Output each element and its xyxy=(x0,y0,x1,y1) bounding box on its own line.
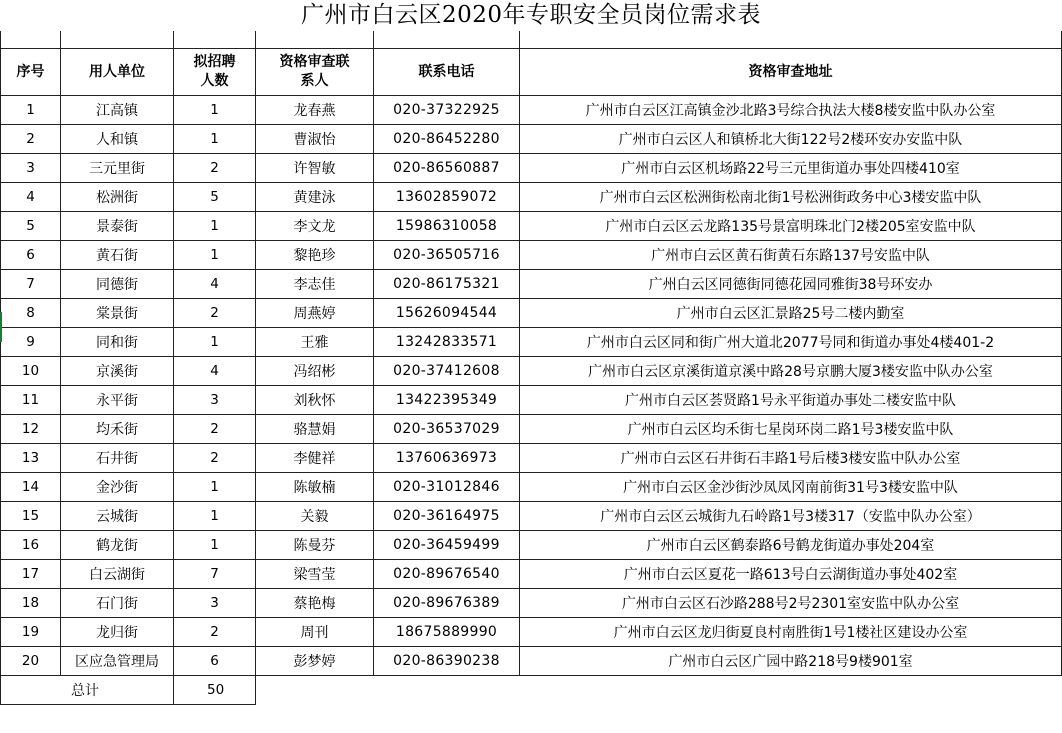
cell-index[interactable]: 12 xyxy=(1,415,61,444)
cell-address[interactable]: 广州市白云区云龙路135号景富明珠北门2楼205室安监中队 xyxy=(520,212,1062,241)
cell-unit[interactable]: 区应急管理局 xyxy=(61,647,174,676)
table-row xyxy=(1,589,1062,618)
cell-count[interactable]: 2 xyxy=(174,444,256,473)
spacer-cell[interactable] xyxy=(174,31,256,49)
table-row xyxy=(1,125,1062,154)
cell-address[interactable]: 广州市白云区石井街石丰路1号后楼3楼安监中队办公室 xyxy=(520,444,1062,473)
recruitment-table xyxy=(0,31,1062,705)
cell-count[interactable]: 2 xyxy=(174,618,256,647)
cell-unit[interactable]: 金沙街 xyxy=(61,473,174,502)
cell-address[interactable]: 广州市白云区黄石街黄石东路137号安监中队 xyxy=(520,241,1062,270)
spacer-cell[interactable] xyxy=(520,31,1062,49)
cell-address[interactable]: 广州市白云区机场路22号三元里街道办事处四楼410室 xyxy=(520,154,1062,183)
table-row xyxy=(1,96,1062,125)
cell-address[interactable]: 广州市白云区夏花一路613号白云湖街道办事处402室 xyxy=(520,560,1062,589)
cell-phone[interactable]: 020-31012846 xyxy=(374,473,520,502)
cell-count[interactable]: 3 xyxy=(174,589,256,618)
cell-phone[interactable]: 020-86560887 xyxy=(374,154,520,183)
cell-contact[interactable]: 彭梦婷 xyxy=(256,647,374,676)
cell-index[interactable]: 2 xyxy=(1,125,61,154)
cell-phone[interactable]: 15986310058 xyxy=(374,212,520,241)
total-value[interactable]: 50 xyxy=(174,676,256,705)
cell-contact[interactable]: 黄建泳 xyxy=(256,183,374,212)
table-row xyxy=(1,183,1062,212)
table-row xyxy=(1,415,1062,444)
table-row xyxy=(1,270,1062,299)
cell-unit[interactable]: 石井街 xyxy=(61,444,174,473)
cell-contact[interactable]: 曹淑怡 xyxy=(256,125,374,154)
cell-count[interactable]: 3 xyxy=(174,386,256,415)
cell-count[interactable]: 4 xyxy=(174,270,256,299)
cell-phone[interactable]: 13422395349 xyxy=(374,386,520,415)
cell-contact[interactable]: 骆慧娟 xyxy=(256,415,374,444)
table-row xyxy=(1,473,1062,502)
cell-contact[interactable]: 许智敏 xyxy=(256,154,374,183)
cell-address[interactable]: 广州市白云区金沙街沙凤凤冈南前街31号3楼安监中队 xyxy=(520,473,1062,502)
cell-address[interactable]: 广州市白云区松洲街松南北街1号松洲街政务中心3楼安监中队 xyxy=(520,183,1062,212)
cell-phone[interactable]: 020-36537029 xyxy=(374,415,520,444)
table-row xyxy=(1,357,1062,386)
table-row xyxy=(1,618,1062,647)
cell-index[interactable]: 10 xyxy=(1,357,61,386)
cell-count[interactable]: 1 xyxy=(174,328,256,357)
cell-contact[interactable]: 龙春燕 xyxy=(256,96,374,125)
row-selection-marker xyxy=(0,312,2,342)
header-unit[interactable]: 用人单位 xyxy=(61,49,174,96)
cell-phone[interactable]: 020-86390238 xyxy=(374,647,520,676)
cell-count[interactable]: 6 xyxy=(174,647,256,676)
header-index[interactable]: 序号 xyxy=(1,49,61,96)
cell-address[interactable]: 广州市白云区同和街广州大道北2077号同和街道办事处4楼401-2 xyxy=(520,328,1062,357)
cell-count[interactable]: 2 xyxy=(174,299,256,328)
cell-contact[interactable]: 刘秋怀 xyxy=(256,386,374,415)
cell-contact[interactable]: 李志佳 xyxy=(256,270,374,299)
cell-phone[interactable]: 020-36459499 xyxy=(374,531,520,560)
cell-index[interactable]: 3 xyxy=(1,154,61,183)
cell-index[interactable]: 8 xyxy=(1,299,61,328)
table-row xyxy=(1,444,1062,473)
cell-unit[interactable]: 同德街 xyxy=(61,270,174,299)
cell-count[interactable]: 1 xyxy=(174,502,256,531)
cell-contact[interactable]: 冯绍彬 xyxy=(256,357,374,386)
cell-contact[interactable]: 周燕婷 xyxy=(256,299,374,328)
cell-unit[interactable]: 景泰街 xyxy=(61,212,174,241)
cell-phone[interactable]: 020-36164975 xyxy=(374,502,520,531)
cell-index[interactable]: 20 xyxy=(1,647,61,676)
spacer-row xyxy=(1,31,1062,49)
cell-index[interactable]: 18 xyxy=(1,589,61,618)
cell-address[interactable]: 广州白云区同德街同德花园同雅街38号环安办 xyxy=(520,270,1062,299)
cell-count[interactable]: 2 xyxy=(174,415,256,444)
cell-contact[interactable]: 王雅 xyxy=(256,328,374,357)
cell-unit[interactable]: 白云湖街 xyxy=(61,560,174,589)
cell-index[interactable]: 4 xyxy=(1,183,61,212)
cell-unit[interactable]: 云城街 xyxy=(61,502,174,531)
cell-index[interactable]: 11 xyxy=(1,386,61,415)
cell-address[interactable]: 广州市白云区均禾街七星岗环岗二路1号3楼安监中队 xyxy=(520,415,1062,444)
cell-index[interactable]: 1 xyxy=(1,96,61,125)
cell-index[interactable]: 14 xyxy=(1,473,61,502)
cell-index[interactable]: 19 xyxy=(1,618,61,647)
header-address[interactable]: 资格审查地址 xyxy=(520,49,1062,96)
spacer-cell[interactable] xyxy=(256,31,374,49)
cell-index[interactable]: 13 xyxy=(1,444,61,473)
cell-unit[interactable]: 人和镇 xyxy=(61,125,174,154)
table-row xyxy=(1,647,1062,676)
cell-count[interactable]: 7 xyxy=(174,560,256,589)
cell-address[interactable]: 广州市白云区人和镇桥北大街122号2楼环安办安监中队 xyxy=(520,125,1062,154)
cell-unit[interactable]: 均禾街 xyxy=(61,415,174,444)
cell-count[interactable]: 1 xyxy=(174,241,256,270)
header-contact[interactable]: 资格审查联系人 xyxy=(256,49,374,96)
cell-count[interactable]: 1 xyxy=(174,96,256,125)
cell-unit[interactable]: 京溪街 xyxy=(61,357,174,386)
cell-contact[interactable]: 陈敏楠 xyxy=(256,473,374,502)
cell-count[interactable]: 1 xyxy=(174,531,256,560)
cell-phone[interactable]: 020-37322925 xyxy=(374,96,520,125)
table-row xyxy=(1,299,1062,328)
cell-contact[interactable]: 黎艳珍 xyxy=(256,241,374,270)
cell-phone[interactable]: 18675889990 xyxy=(374,618,520,647)
spacer-cell[interactable] xyxy=(1,31,61,49)
table-row xyxy=(1,212,1062,241)
cell-contact[interactable]: 梁雪莹 xyxy=(256,560,374,589)
cell-index[interactable]: 7 xyxy=(1,270,61,299)
cell-contact[interactable]: 李健祥 xyxy=(256,444,374,473)
header-count[interactable]: 拟招聘人数 xyxy=(174,49,256,96)
header-row xyxy=(1,49,1062,96)
cell-address[interactable]: 广州市白云区石沙路288号2号2301室安监中队办公室 xyxy=(520,589,1062,618)
cell-index[interactable]: 6 xyxy=(1,241,61,270)
cell-unit[interactable]: 石门街 xyxy=(61,589,174,618)
cell-phone[interactable]: 020-37412608 xyxy=(374,357,520,386)
total-row xyxy=(1,676,1062,705)
cell-count[interactable]: 4 xyxy=(174,357,256,386)
cell-index[interactable]: 17 xyxy=(1,560,61,589)
cell-unit[interactable]: 龙归街 xyxy=(61,618,174,647)
cell-count[interactable]: 1 xyxy=(174,125,256,154)
cell-index[interactable]: 15 xyxy=(1,502,61,531)
cell-phone[interactable]: 13242833571 xyxy=(374,328,520,357)
table-row xyxy=(1,328,1062,357)
cell-unit[interactable]: 鹤龙街 xyxy=(61,531,174,560)
cell-phone[interactable]: 020-86452280 xyxy=(374,125,520,154)
cell-count[interactable]: 2 xyxy=(174,154,256,183)
cell-unit[interactable]: 三元里街 xyxy=(61,154,174,183)
total-empty-cell[interactable] xyxy=(256,676,1062,705)
cell-unit[interactable]: 黄石街 xyxy=(61,241,174,270)
cell-phone[interactable]: 020-89676389 xyxy=(374,589,520,618)
cell-index[interactable]: 9 xyxy=(1,328,61,357)
table-row xyxy=(1,154,1062,183)
spacer-cell[interactable] xyxy=(61,31,174,49)
table-row xyxy=(1,502,1062,531)
cell-phone[interactable]: 13602859072 xyxy=(374,183,520,212)
sheet-title: 广州市白云区2020年专职安全员岗位需求表 xyxy=(300,2,762,28)
cell-contact[interactable]: 关毅 xyxy=(256,502,374,531)
cell-unit[interactable]: 同和街 xyxy=(61,328,174,357)
header-phone[interactable]: 联系电话 xyxy=(374,49,520,96)
table-row xyxy=(1,241,1062,270)
table-row xyxy=(1,386,1062,415)
cell-count[interactable]: 1 xyxy=(174,473,256,502)
cell-phone[interactable]: 020-86175321 xyxy=(374,270,520,299)
cell-phone[interactable]: 15626094544 xyxy=(374,299,520,328)
cell-address[interactable]: 广州市白云区云城街九石岭路1号3楼317（安监中队办公室） xyxy=(520,502,1062,531)
cell-contact[interactable]: 陈曼芬 xyxy=(256,531,374,560)
cell-index[interactable]: 5 xyxy=(1,212,61,241)
cell-contact[interactable]: 蔡艳梅 xyxy=(256,589,374,618)
cell-count[interactable]: 1 xyxy=(174,212,256,241)
cell-phone[interactable]: 020-89676540 xyxy=(374,560,520,589)
cell-count[interactable]: 5 xyxy=(174,183,256,212)
cell-unit[interactable]: 永平街 xyxy=(61,386,174,415)
cell-address[interactable]: 广州市白云区荟贤路1号永平街道办事处二楼安监中队 xyxy=(520,386,1062,415)
cell-unit[interactable]: 松洲街 xyxy=(61,183,174,212)
table-row xyxy=(1,531,1062,560)
cell-contact[interactable]: 周刊 xyxy=(256,618,374,647)
cell-index[interactable]: 16 xyxy=(1,531,61,560)
cell-address[interactable]: 广州市白云区鹤泰路6号鹤龙街道办事处204室 xyxy=(520,531,1062,560)
cell-phone[interactable]: 13760636973 xyxy=(374,444,520,473)
cell-unit[interactable]: 棠景街 xyxy=(61,299,174,328)
table-row xyxy=(1,560,1062,589)
cell-phone[interactable]: 020-36505716 xyxy=(374,241,520,270)
spacer-cell[interactable] xyxy=(374,31,520,49)
cell-unit[interactable]: 江高镇 xyxy=(61,96,174,125)
cell-address[interactable]: 广州市白云区龙归街夏良村南胜街1号1楼社区建设办公室 xyxy=(520,618,1062,647)
cell-address[interactable]: 广州市白云区汇景路25号二楼内勤室 xyxy=(520,299,1062,328)
cell-contact[interactable]: 李文龙 xyxy=(256,212,374,241)
cell-address[interactable]: 广州市白云区江高镇金沙北路3号综合执法大楼8楼安监中队办公室 xyxy=(520,96,1062,125)
total-label[interactable]: 总计 xyxy=(1,676,174,705)
cell-address[interactable]: 广州市白云区京溪街道京溪中路28号京鹏大厦3楼安监中队办公室 xyxy=(520,357,1062,386)
cell-address[interactable]: 广州市白云区广园中路218号9楼901室 xyxy=(520,647,1062,676)
